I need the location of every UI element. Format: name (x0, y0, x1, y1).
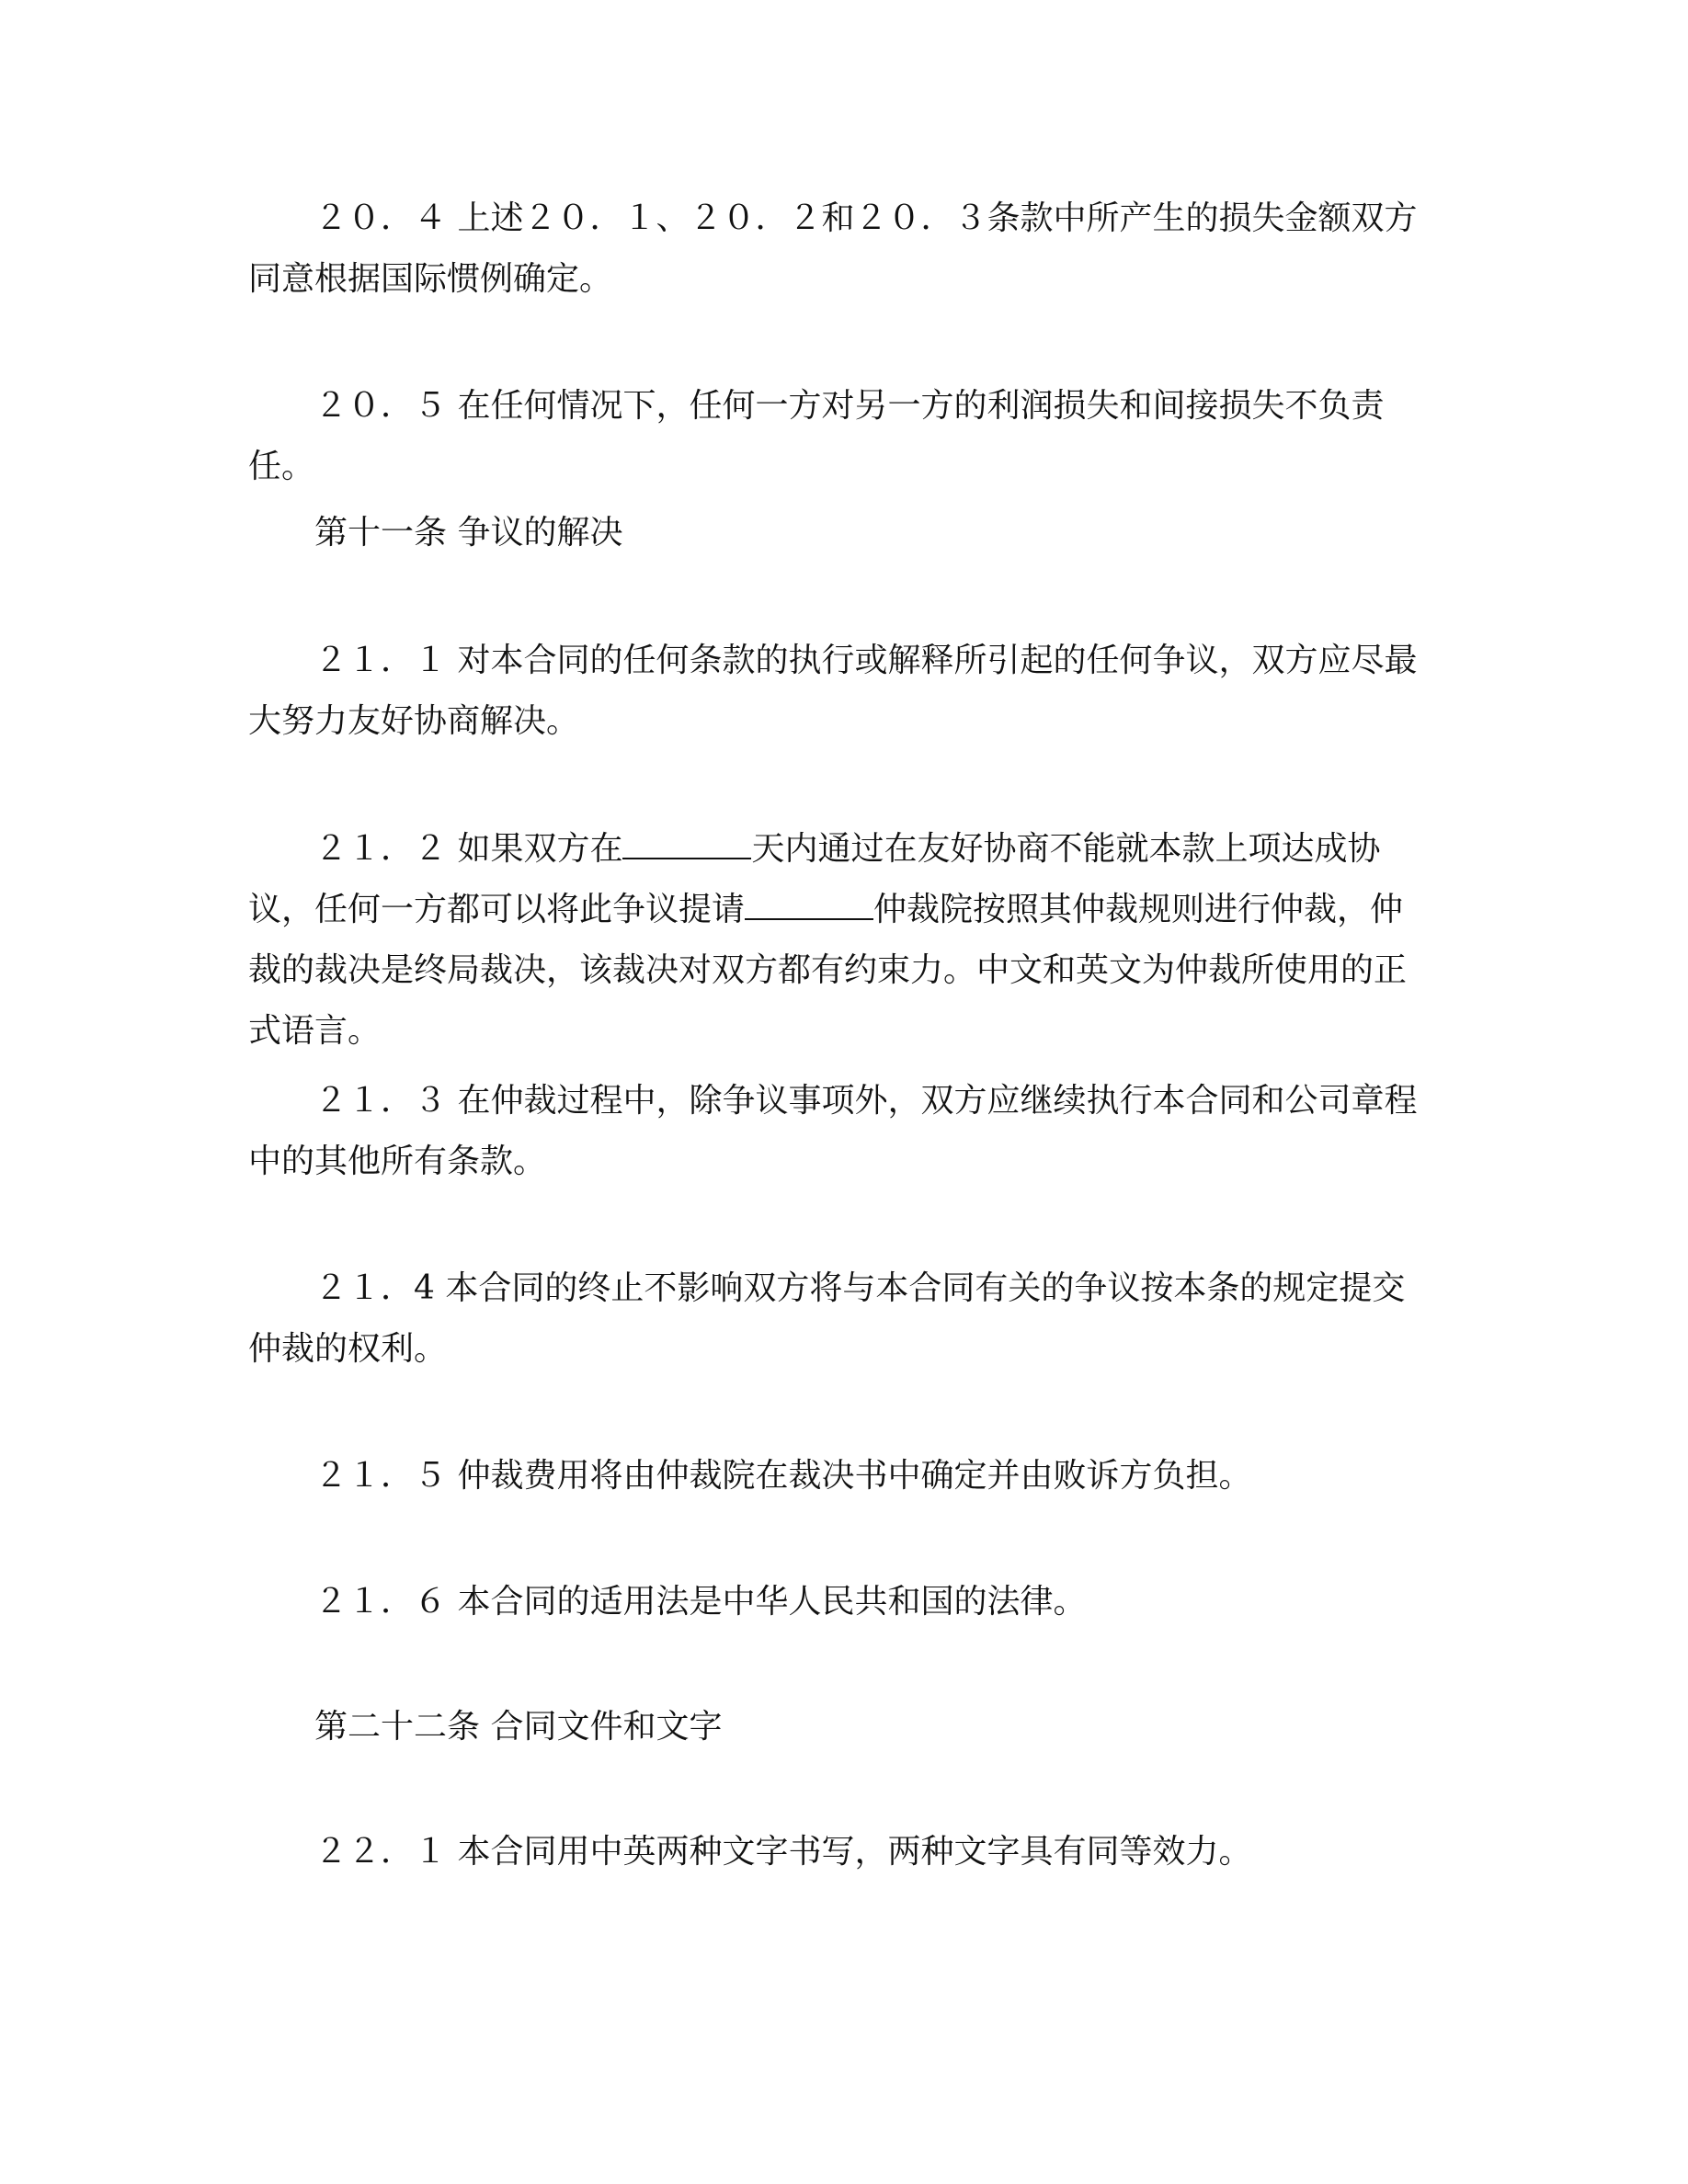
arbitration-institution-blank (745, 891, 873, 920)
clause-21-6: ２１．６ 本合同的适用法是中华人民共和国的法律。 (314, 1583, 1087, 1621)
clause-20-4: ２０．４ 上述２０．１、２０．２和２０．３条款中所产生的损失金额双方同意根据国际惯例确定。 (248, 199, 1418, 298)
clause-20-5: ２０．５ 在任何情况下，任何一方对另一方的利润损失和间接损失不负责任。 (248, 387, 1385, 485)
clause-21-3: ２１．３ 在仲裁过程中，除争议事项外，双方应继续执行本合同和公司章程中的其他所有条款。 (248, 1082, 1418, 1180)
clause-21-2-part2: 天内通过在友好协商不能就本款上项达成协议，任何一方都可以将此争议提请 (248, 830, 1381, 928)
clause-21-2-part3: 仲裁院按照其仲裁规则进行仲裁，仲裁的裁决是终局裁决，该裁决对双方都有约束力。中文和英文为仲裁所使用的正式语言。 (248, 891, 1408, 1050)
article-heading-disputes: 第十一条 争议的解决 (314, 514, 623, 552)
days-blank (622, 830, 751, 859)
clause-22-1: ２２．１ 本合同用中英两种文字书写，两种文字具有同等效力。 (314, 1833, 1252, 1871)
clause-21-1: ２１．１ 对本合同的任何条款的执行或解释所引起的任何争议，双方应尽最大努力友好协商解决。 (248, 642, 1418, 740)
article-heading-contract-documents: 第二十二条 合同文件和文字 (314, 1708, 723, 1746)
clause-21-2-part1: ２１．２ 如果双方在 (314, 830, 623, 868)
clause-21-4: ２１．4 本合同的终止不影响双方将与本合同有关的争议按本条的规定提交仲裁的权利。 (248, 1269, 1406, 1368)
clause-21-5: ２１．５ 仲裁费用将由仲裁院在裁决书中确定并由败诉方负担。 (314, 1457, 1252, 1495)
clause-21-2 (248, 819, 1434, 1062)
